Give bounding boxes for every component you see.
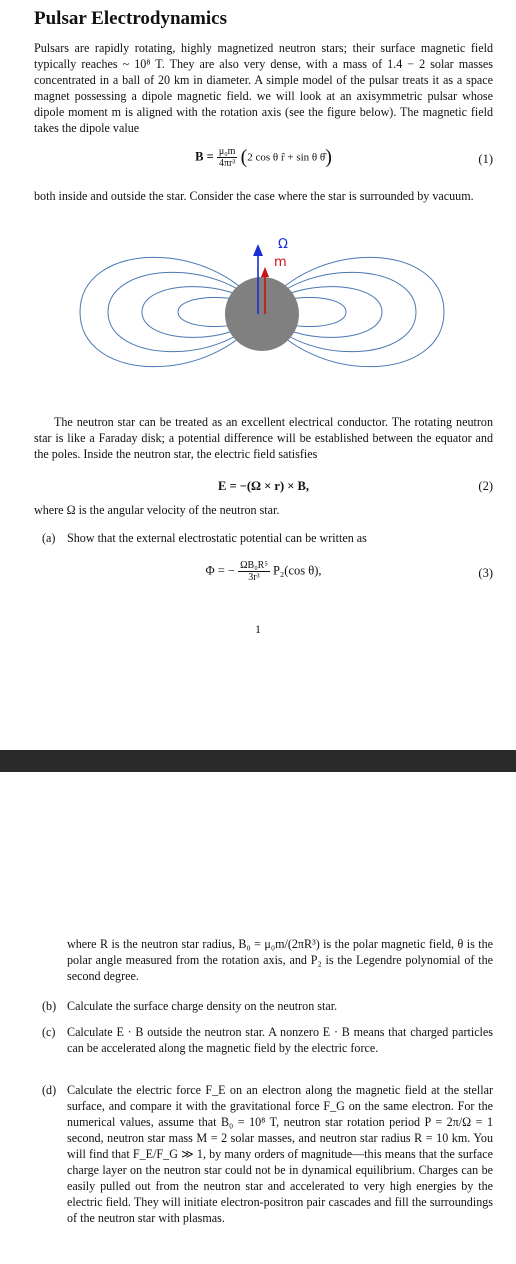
neutron-star: [225, 277, 299, 351]
eq3-fraction: [238, 560, 270, 583]
item-c-label: (c): [42, 1025, 56, 1039]
eq1-fraction: [217, 146, 238, 169]
item-b: [42, 998, 493, 1014]
item-c: [42, 1024, 493, 1056]
page-number: 1: [255, 622, 261, 636]
eq2-number: (2): [478, 479, 493, 493]
eq3-numerator: ΩB₀R⁵: [240, 560, 268, 571]
page-separator: [0, 750, 516, 772]
eq2-body: E = −(Ω × r) × B,: [218, 479, 309, 493]
item-b-label: (b): [42, 999, 57, 1013]
item-d: [42, 1082, 493, 1226]
page2-intro-paragraph: where R is the neutron star radius, B₀ = μ₀m/(2πR³) is the polar magnetic field, θ is the polar angle measured from the rotation axis, and P₂ is the Legendre polynomial of the second degree.: [67, 937, 493, 983]
omega-label: Ω: [278, 237, 288, 252]
document-title: Pulsar Electrodynamics: [34, 8, 227, 29]
equation-1: B = $\frac{\text{μ₀m}}{\text{4πr³}}$ (2 cos θ r̂ + sin θ θ̂) (1): [195, 146, 493, 169]
item-a-label: (a): [42, 531, 56, 545]
item-d-label: (d): [42, 1083, 57, 1097]
eq1-lhs: B =: [195, 149, 214, 164]
dipole-figure: [60, 232, 470, 412]
item-a: [42, 530, 493, 546]
m-label: m: [274, 255, 287, 270]
eq3-rhs: P₂(cos θ),: [272, 563, 322, 578]
eq3-denominator: 3r³: [248, 572, 260, 583]
after-eq2-paragraph: where Ω is the angular velocity of the neutron star.: [34, 503, 280, 517]
eq3-number: (3): [478, 566, 493, 580]
item-b-text: Calculate the surface charge density on the neutron star.: [67, 999, 338, 1013]
after-eq1-paragraph: both inside and outside the star. Consider the case where the star is surrounded by vacuum.: [34, 189, 474, 203]
item-c-text: Calculate E · B outside the neutron star. A nonzero E · B means that charged particles can be accelerated along the magnetic field by the electric force.: [67, 1025, 493, 1055]
eq1-denominator: 4πr³: [218, 158, 236, 169]
intro-paragraph: Pulsars are rapidly rotating, highly magnetized neutron stars; their surface magnetic field typically reaches ~ 10⁸ T. They are also very dense, with a mass of 1.4 − 2 solar masses concentrated in a ball of 20 km in diameter. A simple model of the pulsar treats it as a space magnet possessing a dipole magnetic field. we will look at an axisymmetric pulsar whose dipole moment m is aligned with the rotation axis (see the figure below). The magnetic field takes the dipole value: [34, 41, 493, 135]
eq1-numerator: μ₀m: [218, 146, 236, 157]
page-2: [0, 772, 516, 1264]
item-a-text: Show that the external electrostatic potential can be written as: [67, 531, 367, 545]
equation-2: [34, 476, 493, 498]
eq1-number: (1): [478, 152, 493, 166]
item-d-text: Calculate the electric force F_E on an electron along the magnetic field at the stellar surface, and compare it with the gravitational force F_G on the same electron. For the numerical values, assume that B₀ = 10⁸ T, neutron star rotation period P = 2π/Ω = 1 second, neutron star mass M = 2 solar masses, and neutron star radius R = 10 km. You will find that F_E/F_G ≫ 1, by many orders of magnitude—this means that the surface charge layer on the neutron star could not be in dynamical equilibrium. Charges can be easily pulled out from the neutron star and accelerated to very high energies by the electric field. They will initiate electron-positron pair cascades and fill the surroundings of the neutron star with plasmas.: [67, 1083, 493, 1225]
equation-3: [34, 560, 493, 590]
conductor-paragraph: The neutron star can be treated as an excellent electrical conductor. The rotating neutron star is like a Faraday disk; a potential difference will be established between the equator and the poles. Inside the neutron star, the electric field satisfies: [34, 415, 493, 461]
eq1-rhs: 2 cos θ r̂ + sin θ θ̂: [247, 151, 326, 164]
eq3-lhs: Φ = −: [205, 563, 235, 578]
